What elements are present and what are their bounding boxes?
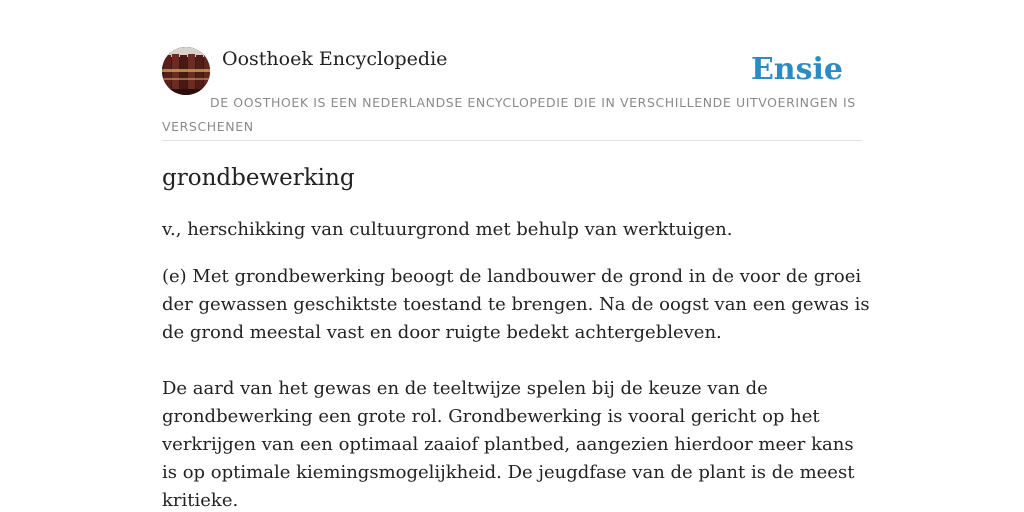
brand-logo[interactable]: Ensie bbox=[750, 52, 843, 87]
header bbox=[162, 46, 862, 141]
article-body bbox=[162, 216, 872, 512]
article-paragraph: De aard van het gewas en de teeltwijze spelen bij de keuze van de grondbewerking een grote rol. Grondbewerking is vooral gericht op het verkrijgen van een optimaal zaaiof plantbed, aangezien hierdoor meer kans is op optimale kiemingsmogelijkheid. De jeugdfase van de plant is de meest kritieke. bbox=[162, 378, 855, 511]
source-name[interactable]: Oosthoek Encyclopedie bbox=[222, 48, 448, 70]
page-title: grondbewerking bbox=[162, 165, 355, 191]
source-description: DE OOSTHOEK IS EEN NEDERLANDSE ENCYCLOPEDIE DIE IN VERSCHILLENDE UITVOERINGEN IS VERSCHENEN bbox=[162, 95, 856, 134]
article-paragraph: (e) Met grondbewerking beoogt de landbouwer de grond in de voor de groei der gewassen geschiktste toestand te brengen. Na de oogst van een gewas is de grond meestal vast en door ruigte bedekt achtergebleven. bbox=[162, 266, 870, 343]
books-icon bbox=[162, 47, 210, 95]
encyclopedia-books-avatar[interactable] bbox=[162, 47, 210, 95]
definition-text: v., herschikking van cultuurgrond met behulp van werktuigen. bbox=[162, 219, 733, 240]
